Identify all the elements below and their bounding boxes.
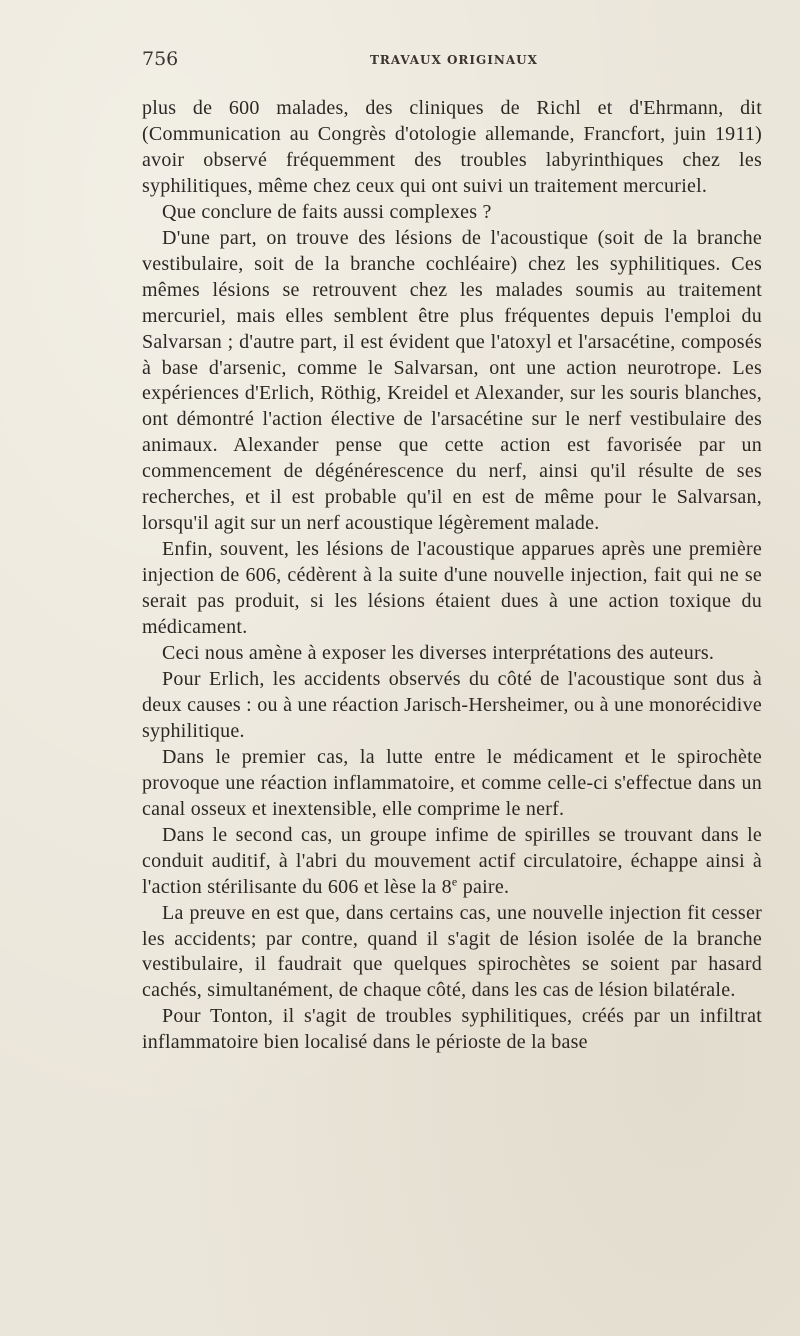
page-number: 756 — [142, 48, 179, 70]
paragraph-7: Dans le premier cas, la lutte entre le médicament et le spirochète provoque une réaction inflammatoire, et comme celle-ci s'effectue dans un canal osseux et inextensible, elle comprime le nerf. — [142, 745, 762, 820]
paragraph-5: Ceci nous amène à exposer les diverses interprétations des auteurs. — [162, 642, 715, 665]
paragraph-9: La preuve en est que, dans certains cas, une nouvelle injection fit cesser les accidents; par contre, quand il s'agit de lésion isolée de la branche vestibulaire, il faudrait que quelques spirochètes se soient par hasard cachés, simultanément, de chaque côté, dans les cas de lésion bilatérale. — [142, 901, 762, 1002]
body-text — [142, 96, 762, 1056]
paragraph-8-text: Dans le second cas, un groupe infime de spirilles se trouvant dans le conduit auditif, à l'abri du mouvement actif circulatoire, échappe ainsi à l'action stérilisante du 606 et lèse la 8 — [142, 823, 762, 898]
paragraph-4: Enfin, souvent, les lésions de l'acoustique apparues après une première injection de 606, cédèrent à la suite d'une nouvelle injection, fait qui ne se serait pas produit, si les lésions étaient dues à une action toxique du médicament. — [142, 538, 762, 639]
paragraph-8-tail: paire. — [457, 875, 510, 898]
page-header — [142, 48, 762, 76]
paragraph-1: plus de 600 malades, des cliniques de Richl et d'Ehrmann, dit (Communication au Congrès d'otologie allemande, Francfort, juin 1911) avoir observé fréquemment des troubles labyrinthiques chez les syphilitiques, même chez ceux qui ont suivi un traitement mercuriel. — [142, 97, 762, 197]
paragraph-6: Pour Erlich, les accidents observés du côté de l'acoustique sont dus à deux causes : ou à une réaction Jarisch-Hersheimer, ou à une monorécidive syphilitique. — [142, 667, 762, 742]
paragraph-10: Pour Tonton, il s'agit de troubles syphilitiques, créés par un infiltrat inflammatoire bien localisé dans le périoste de la base — [142, 1005, 762, 1054]
running-title: TRAVAUX ORIGINAUX — [370, 53, 538, 67]
paragraph-3: D'une part, on trouve des lésions de l'acoustique (soit de la branche vestibulaire, soit de la branche cochléaire) chez les syphilitiques. Ces mêmes lésions se retrouvent chez les malades soumis au traitement mercuriel, mais elles semblent être plus fréquentes depuis l'emploi du Salvarsan ; d'autre part, il est évident que l'atoxyl et l'arsacétine, composés à base d'arsenic, comme le Salvarsan, ont une action neurotrope. Les expériences d'Erlich, Röthig, Kreidel et Alexander, sur les souris blanches, ont démontré l'action élective de l'arsacétine sur le nerf vestibulaire des animaux. Alexander pense que cette action est favorisée par un commencement de dégénérescence du nerf, ainsi qu'il résulte de ses recherches, et il est probable qu'il en est de même pour le Salvarsan, lorsqu'il agit sur un nerf acoustique légèrement malade. — [142, 226, 762, 535]
ordinal-superscript: e — [451, 873, 458, 888]
paragraph-2: Que conclure de faits aussi complexes ? — [162, 200, 492, 223]
paragraph-8 — [142, 823, 762, 901]
